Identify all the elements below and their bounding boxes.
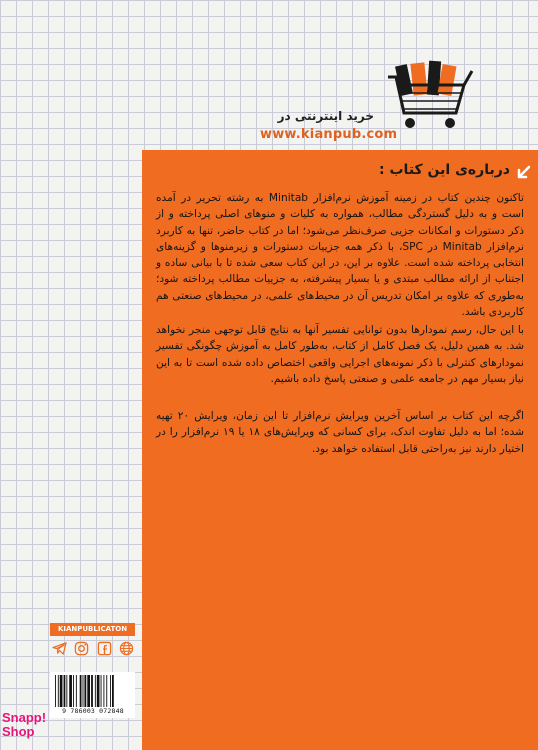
about-heading: درباره‌ی این کتاب :: [379, 162, 510, 178]
about-panel: [142, 150, 538, 750]
barcode: [50, 672, 135, 718]
barcode-stripe: [80, 675, 82, 707]
barcode-stripe: [69, 675, 72, 707]
telegram-icon[interactable]: [52, 641, 67, 656]
barcode-stripe: [112, 675, 114, 707]
facebook-icon[interactable]: [97, 641, 112, 656]
barcode-stripe: [103, 675, 104, 707]
instagram-icon[interactable]: [74, 641, 89, 656]
barcode-bars: [54, 675, 131, 707]
store-logo: [2, 710, 47, 747]
barcode-stripe: [76, 675, 77, 707]
barcode-stripe: [66, 675, 67, 707]
social-links: [50, 623, 135, 669]
arrow-icon: [516, 164, 532, 180]
barcode-stripe: [101, 675, 102, 707]
globe-icon[interactable]: [119, 641, 134, 656]
barcode-stripe: [84, 675, 86, 707]
shopping-cart-icon: [380, 55, 480, 135]
barcode-stripe: [91, 675, 93, 707]
shop-promo: [240, 55, 480, 145]
barcode-stripe: [97, 675, 100, 707]
barcode-stripe: [83, 675, 84, 707]
store-logo-line-2: Shop: [2, 724, 35, 739]
about-paragraph-3: اگرچه این کتاب بر اساس آخرین ویرایش نرم‌افزار تا این زمان، ویرایش ۲۰ تهیه شده؛ اما به دلیل تفاوت اندک، برای کسانی که ویرایش‌های ۱۸ یا ۱۹ نرم‌افزار را در اختیار دارند نیز به‌راحتی قابل استفاده خواهد بود.: [156, 410, 525, 455]
barcode-stripe: [110, 675, 111, 707]
barcode-stripe: [95, 675, 96, 707]
barcode-stripe: [87, 675, 90, 707]
barcode-stripe: [58, 675, 59, 707]
promo-text: خرید اینترنتی در: [277, 109, 374, 123]
website-link[interactable]: www.kianpub.com: [260, 127, 398, 142]
about-paragraph-2: با این حال، رسم نمودارها بدون توانایی تفسیر آنها به نتایج قابل توجهی منجر نخواهد شد. به همین دلیل، یک فصل کامل از کتاب، به‌طور کامل به آموزش چگونگی تفسیر نمودارهای کنترلی با ذکر نمونه‌های اجرایی واقعی اختصاص داده شده است تا به این نیاز بسیار مهم در جامعه علمی و صنعتی پاسخ داده باشیم.: [156, 324, 524, 385]
store-logo-line-1: Snapp!: [2, 710, 47, 725]
about-paragraph-1: تاکنون چندین کتاب در زمینه آموزش نرم‌افزار Minitab به رشته تحریر در آمده است و به دلیل گستردگی مطالب، همواره به کلیات و منوهای اصلی پرداخته و از ذکر دستورات و امکانات جزیی صرف‌نظر می‌شود؛ اما در کتاب حاضر، تنها به کاربرد نرم‌افزار Minitab در SPC، با ذکر همه جزییات دستورات و زیرمنوها و گزینه‌های انتخابی پرداخته شده است. علاوه بر این، در این کتاب سعی شده تا با بیانی ساده و اجتناب از ارائه مطالب مبتدی و یا بسیار پیشرفته، به جزییات مطالب پرداخته شود؛ به‌طوری که علاوه بر امکان تدریس آن در محیط‌های علمی، در محیط‌های صنعتی هم کاربردی باشد.: [156, 192, 524, 319]
barcode-stripe: [73, 675, 74, 707]
barcode-stripe: [106, 675, 107, 707]
barcode-stripe: [55, 675, 56, 707]
barcode-stripe: [64, 675, 66, 707]
social-icons: [52, 641, 134, 659]
barcode-stripe: [60, 675, 63, 707]
social-handle: KIANPUBLICATON: [50, 623, 135, 636]
isbn-number: 9 786003 072848: [62, 707, 124, 715]
